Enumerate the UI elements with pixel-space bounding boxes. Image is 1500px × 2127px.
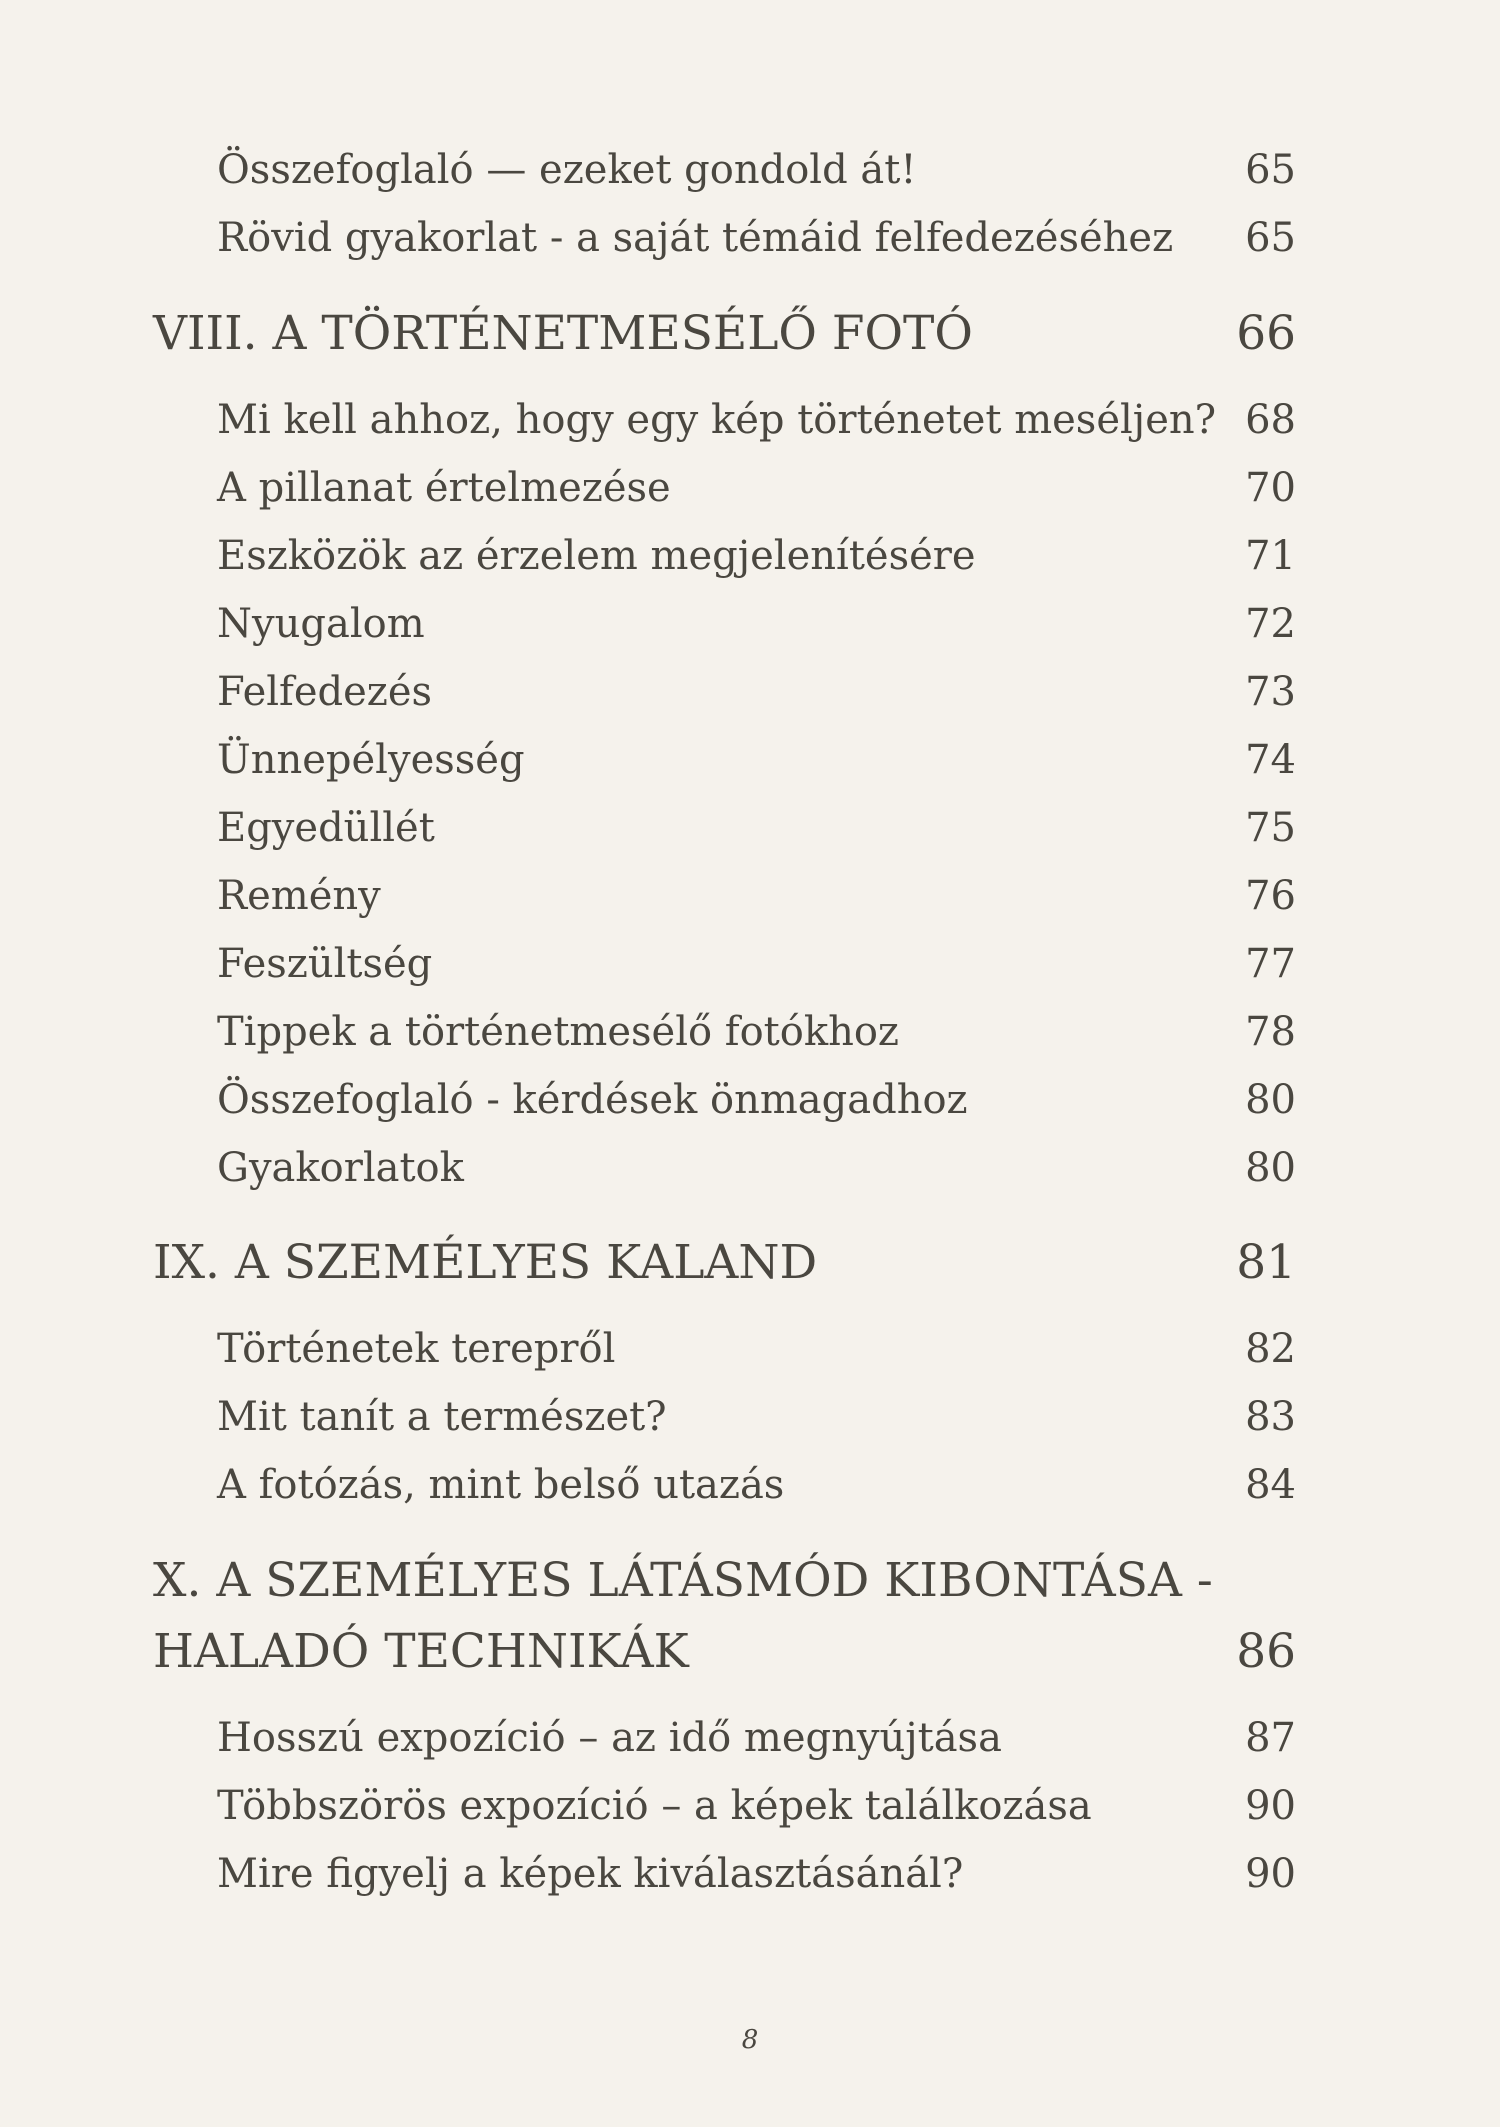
toc-entry-title: Remény	[217, 873, 381, 919]
toc-entry[interactable]	[217, 794, 1296, 862]
toc-entry-page: 90	[1245, 1851, 1296, 1897]
toc-entry-page: 70	[1245, 465, 1296, 511]
toc-entry-title: Hosszú expozíció – az idő megnyújtása	[217, 1715, 1002, 1761]
toc-entry-page: 80	[1245, 1145, 1296, 1191]
toc-entry[interactable]	[217, 1134, 1296, 1202]
toc-chapter-title: HALADÓ TECHNIKÁK	[153, 1624, 689, 1679]
toc-chapter-page: 86	[1236, 1624, 1296, 1679]
toc-entry-page: 68	[1245, 397, 1296, 443]
toc-entry-title: Felfedezés	[217, 669, 433, 715]
toc-entry[interactable]	[217, 590, 1296, 658]
toc-chapter-title: IX. A SZEMÉLYES KALAND	[153, 1235, 818, 1290]
toc-entry[interactable]	[217, 1066, 1296, 1134]
toc-entry[interactable]	[217, 726, 1296, 794]
toc-entry-title: Történetek terepről	[217, 1326, 616, 1372]
toc-entry-title: A fotózás, mint belső utazás	[217, 1462, 785, 1508]
toc-entry-title: Mit tanít a természet?	[217, 1394, 667, 1440]
toc-chapter-heading[interactable]	[153, 1616, 1296, 1688]
toc-entry-title: Mi kell ahhoz, hogy egy kép történetet meséljen?	[217, 397, 1217, 443]
toc-entry-title: Ünnepélyesség	[217, 737, 525, 783]
toc-entry-title: Összefoglaló - kérdések önmagadhoz	[217, 1077, 968, 1123]
toc-entry[interactable]	[217, 930, 1296, 998]
toc-entry[interactable]	[217, 862, 1296, 930]
toc-entry[interactable]	[217, 1451, 1296, 1519]
toc-entry-title: Többszörös expozíció – a képek találkozása	[217, 1783, 1092, 1829]
toc-entry-title: Tippek a történetmesélő fotókhoz	[217, 1009, 899, 1055]
toc-chapter-title-line[interactable]: X. A SZEMÉLYES LÁTÁSMÓD KIBONTÁSA -	[153, 1553, 1213, 1608]
toc-entry-page: 65	[1245, 215, 1296, 261]
toc-entry-title: Egyedüllét	[217, 805, 435, 851]
toc-entry[interactable]	[217, 1772, 1296, 1840]
toc-entry-title: Feszültség	[217, 941, 433, 987]
toc-entry[interactable]	[217, 386, 1296, 454]
toc-entry-title: A pillanat értelmezése	[217, 465, 671, 511]
toc-chapter-heading[interactable]	[153, 1227, 1296, 1299]
toc-entry-title: Mire figyelj a képek kiválasztásánál?	[217, 1851, 964, 1897]
toc-entry-page: 73	[1245, 669, 1296, 715]
toc-entry-title: Rövid gyakorlat - a saját témáid felfedezéséhez	[217, 215, 1174, 261]
toc-entry-page: 78	[1245, 1009, 1296, 1055]
toc-entry[interactable]	[217, 522, 1296, 590]
toc-entry[interactable]	[217, 454, 1296, 522]
toc-entry[interactable]	[217, 136, 1296, 204]
toc-entry-page: 77	[1245, 941, 1296, 987]
toc-chapter-page: 66	[1236, 306, 1296, 361]
toc-entry-page: 76	[1245, 873, 1296, 919]
toc-entry-page: 83	[1245, 1394, 1296, 1440]
toc-entry-page: 72	[1245, 601, 1296, 647]
toc-chapter-page: 81	[1236, 1235, 1296, 1290]
toc-entry-page: 65	[1245, 147, 1296, 193]
toc-entry-page: 75	[1245, 805, 1296, 851]
toc-entry-title: Összefoglaló — ezeket gondold át!	[217, 147, 917, 193]
toc-entry[interactable]	[217, 1315, 1296, 1383]
toc-entry-page: 71	[1245, 533, 1296, 579]
toc-entry[interactable]	[217, 998, 1296, 1066]
toc-entry[interactable]	[217, 658, 1296, 726]
toc-entry-page: 74	[1245, 737, 1296, 783]
toc-entry[interactable]	[217, 204, 1296, 272]
toc-chapter-title: VIII. A TÖRTÉNETMESÉLŐ FOTÓ	[153, 306, 973, 361]
toc-entry-page: 82	[1245, 1326, 1296, 1372]
toc-entry-page: 84	[1245, 1462, 1296, 1508]
toc-entry-title: Gyakorlatok	[217, 1145, 464, 1191]
toc-chapter-heading[interactable]	[153, 298, 1296, 370]
toc-entry-page: 90	[1245, 1783, 1296, 1829]
toc-entry-page: 87	[1245, 1715, 1296, 1761]
toc-entry-title: Nyugalom	[217, 601, 425, 647]
page-number: 8	[741, 2025, 759, 2055]
toc-entry-page: 80	[1245, 1077, 1296, 1123]
toc-entry-title: Eszközök az érzelem megjelenítésére	[217, 533, 976, 579]
toc-entry[interactable]	[217, 1840, 1296, 1908]
toc-entry[interactable]	[217, 1383, 1296, 1451]
toc-entry[interactable]	[217, 1704, 1296, 1772]
